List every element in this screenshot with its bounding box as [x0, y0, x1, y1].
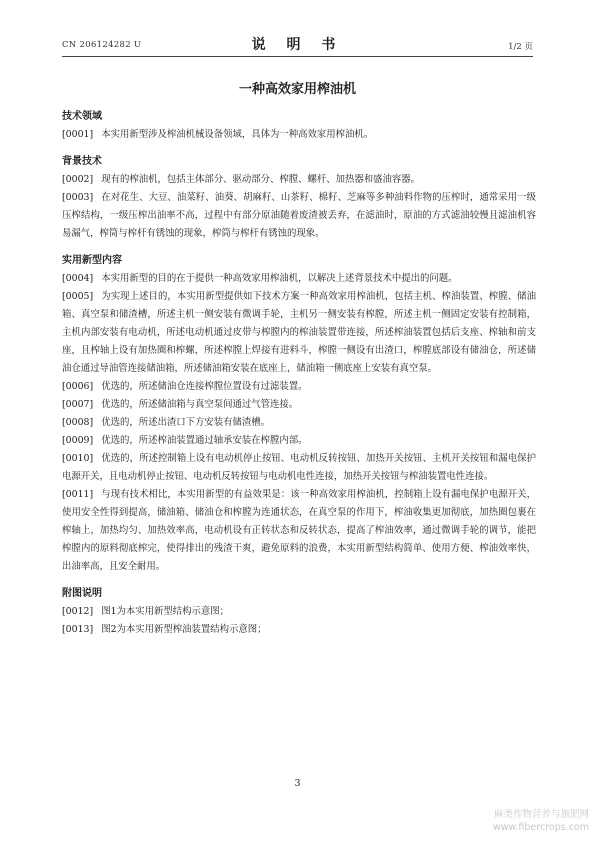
watermark-url: www.fibercrops.com [492, 822, 589, 833]
paragraph-number: [0003] [62, 192, 94, 203]
paragraph-text: 与现有技术相比，本实用新型的有益效果是：该一种高效家用榨油机，控制箱上设有漏电保护电源开关，使用安全性得到提高，储油箱、储油仓和榨膛为连通状态，在真空泵的作用下，榨油收集更加彻底，加热圈包裹在榨轴上，加热均匀、加热效率高，电动机设有正转状态和反转状态，提高了榨油效率，通过微调手轮的调节，能把榨膛内的原料彻底榨完，使得排出的残渣干爽，避免原料的浪费，本实用新型结构简单、使用方便、榨油效率快，出油率高，且安全耐用。 [62, 489, 536, 572]
paragraph [62, 270, 536, 288]
paragraph [62, 171, 536, 189]
paragraph-text: 图1为本实用新型结构示意图； [101, 606, 230, 617]
paragraph-text: 本实用新型的目的在于提供一种高效家用榨油机，以解决上述背景技术中提出的问题。 [101, 273, 458, 284]
paragraph-text: 在对花生、大豆、油菜籽、油葵、胡麻籽、山茶籽、棉籽、芝麻等多种油料作物的压榨时，通常采用一级压榨结构，一级压榨出油率不高，过程中有部分原油随着废渣被丢弃，在滤油时，原油的方式滤油较慢且滤油机容易漏气，榨筒与榨杆有锈蚀的现象，榨筒与榨杆有锈蚀的现象。 [62, 192, 536, 239]
paragraph [62, 414, 536, 432]
section-heading-drawings: 附图说明 [62, 588, 102, 599]
watermark [493, 808, 589, 834]
paragraph-number: [0004] [62, 273, 94, 284]
paragraph-text: 现有的榨油机，包括主体部分、驱动部分、榨膛、螺杆、加热器和盛油容器。 [101, 174, 420, 185]
page-header [62, 34, 533, 54]
header-divider [62, 56, 533, 57]
paragraph-text: 本实用新型涉及榨油机械设备领域，具体为一种高效家用榨油机。 [101, 129, 374, 140]
document-body [62, 108, 536, 639]
paragraph-number: [0008] [62, 417, 94, 428]
paragraph-number: [0010] [62, 453, 94, 464]
paragraph [62, 603, 536, 621]
section-heading-background: 背景技术 [62, 156, 102, 167]
paragraph [62, 621, 536, 639]
paragraph [62, 288, 536, 378]
paragraph-number: [0005] [62, 291, 94, 302]
paragraph-number: [0001] [62, 129, 94, 140]
paragraph-text: 优选的，所述榨油装置通过轴承安装在榨膛内部。 [101, 435, 308, 446]
section-heading-utility-content: 实用新型内容 [62, 255, 122, 266]
paragraph-text: 图2为本实用新型榨油装置结构示意图； [101, 624, 267, 635]
paragraph-text: 优选的，所述出渣口下方安装有储渣槽。 [101, 417, 270, 428]
paragraph-number: [0011] [62, 489, 94, 500]
paragraph-text: 为实现上述目的，本实用新型提供如下技术方案一种高效家用榨油机，包括主机、榨油装置、榨膛、储油箱、真空泵和储渣槽，所述主机一侧安装有微调手轮，主机另一侧安装有榨膛，所述主机一侧固定安装有控制箱，主机内部安装有电动机，所述电动机通过皮带与榨膛内的榨油装置带连接，所述榨油装置包括后支座、榨轴和前支座，且榨轴上设有加热圈和榨螺，所述榨膛上焊接有进料斗，榨膛一侧设有出渣口，榨膛底部设有储油仓，所述储油仓通过导油管连接储油箱，所述储油箱安装在底座上，储油箱一侧底座上安装有真空泵。 [62, 291, 536, 374]
page-number: 3 [294, 778, 301, 789]
paragraph-text: 优选的，所述储油箱与真空泵间通过气管连接。 [101, 399, 299, 410]
page-indicator: 1/2 页 [508, 42, 533, 52]
publication-number: CN 206124282 U [62, 40, 142, 50]
document-type-title: 说 明 书 [251, 37, 344, 53]
paragraph [62, 450, 536, 486]
paragraph [62, 486, 536, 576]
paragraph [62, 126, 536, 144]
paragraph-number: [0007] [62, 399, 94, 410]
paragraph [62, 432, 536, 450]
section-heading-technical-field: 技术领域 [62, 111, 102, 122]
paragraph [62, 378, 536, 396]
paragraph-number: [0009] [62, 435, 94, 446]
document-title: 一种高效家用榨油机 [238, 82, 356, 97]
paragraph-number: [0013] [62, 624, 94, 635]
paragraph-text: 优选的，所述控制箱上设有电动机停止按钮、电动机反转按钮、加热开关按钮、主机开关按钮和漏电保护电源开关，且电动机停止按钮、电动机反转按钮与电动机电性连接，加热开关按钮与榨油装置电性连接。 [62, 453, 536, 482]
paragraph-number: [0012] [62, 606, 94, 617]
paragraph-number: [0002] [62, 174, 94, 185]
paragraph-text: 优选的，所述储油仓连接榨膛位置设有过滤装置。 [101, 381, 308, 392]
paragraph [62, 396, 536, 414]
paragraph-number: [0006] [62, 381, 94, 392]
paragraph [62, 189, 536, 243]
watermark-site-name: 麻类作物营养与施肥网 [493, 809, 589, 820]
